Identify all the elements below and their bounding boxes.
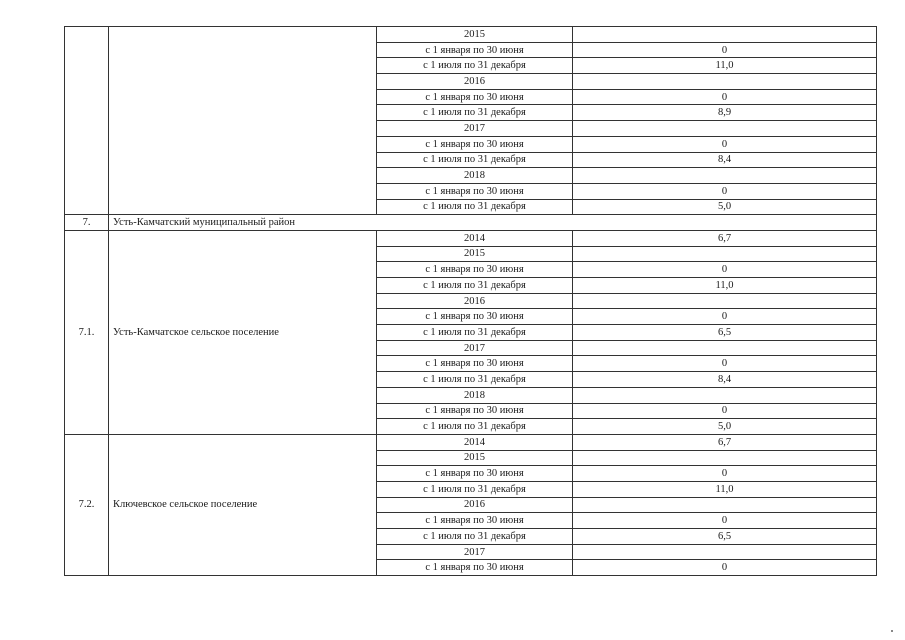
year-cell: 2014 (377, 230, 573, 246)
tariff-table (64, 26, 877, 576)
value-cell: 0 (573, 309, 877, 325)
value-cell (573, 27, 877, 43)
district-row (65, 215, 877, 231)
year-cell: 2016 (377, 497, 573, 513)
scan-artifact (891, 630, 893, 632)
year-cell: 2018 (377, 387, 573, 403)
row-number-cell (65, 27, 109, 215)
value-cell: 11,0 (573, 481, 877, 497)
value-cell (573, 450, 877, 466)
value-cell: 11,0 (573, 58, 877, 74)
year-cell: 2015 (377, 450, 573, 466)
period-cell: с 1 июля по 31 декабря (377, 199, 573, 215)
value-cell: 8,4 (573, 152, 877, 168)
period-cell: с 1 июля по 31 декабря (377, 278, 573, 294)
value-cell (573, 497, 877, 513)
value-cell: 0 (573, 42, 877, 58)
settlement-name-cell (109, 27, 377, 215)
period-cell: с 1 января по 30 июня (377, 560, 573, 576)
district-name: Усть-Камчатский муниципальный район (109, 215, 877, 231)
value-cell (573, 544, 877, 560)
value-cell: 0 (573, 136, 877, 152)
value-cell (573, 121, 877, 137)
period-cell: с 1 июля по 31 декабря (377, 152, 573, 168)
value-cell: 0 (573, 560, 877, 576)
value-cell: 5,0 (573, 199, 877, 215)
year-cell: 2016 (377, 74, 573, 90)
period-cell: с 1 января по 30 июня (377, 183, 573, 199)
period-cell: с 1 июля по 31 декабря (377, 372, 573, 388)
year-cell: 2018 (377, 168, 573, 184)
year-cell: 2015 (377, 27, 573, 43)
year-cell: 2014 (377, 434, 573, 450)
period-cell: с 1 января по 30 июня (377, 403, 573, 419)
settlement-name-cell: Усть-Камчатское сельское поселение (109, 230, 377, 434)
value-cell: 6,5 (573, 529, 877, 545)
value-cell: 0 (573, 89, 877, 105)
value-cell: 11,0 (573, 278, 877, 294)
value-cell (573, 340, 877, 356)
table-row (65, 434, 877, 450)
year-cell: 2017 (377, 121, 573, 137)
period-cell: с 1 января по 30 июня (377, 136, 573, 152)
period-cell: с 1 июля по 31 декабря (377, 419, 573, 435)
value-cell (573, 387, 877, 403)
value-cell: 0 (573, 183, 877, 199)
value-cell: 0 (573, 356, 877, 372)
period-cell: с 1 июля по 31 декабря (377, 529, 573, 545)
row-number-cell: 7.2. (65, 434, 109, 575)
value-cell: 0 (573, 262, 877, 278)
period-cell: с 1 июля по 31 декабря (377, 58, 573, 74)
year-cell: 2017 (377, 340, 573, 356)
value-cell: 6,7 (573, 434, 877, 450)
value-cell: 8,4 (573, 372, 877, 388)
year-cell: 2015 (377, 246, 573, 262)
period-cell: с 1 января по 30 июня (377, 466, 573, 482)
value-cell: 0 (573, 403, 877, 419)
value-cell: 0 (573, 513, 877, 529)
value-cell: 6,7 (573, 230, 877, 246)
value-cell (573, 168, 877, 184)
period-cell: с 1 января по 30 июня (377, 309, 573, 325)
value-cell: 6,5 (573, 325, 877, 341)
settlement-name-cell: Ключевское сельское поселение (109, 434, 377, 575)
year-cell: 2016 (377, 293, 573, 309)
value-cell (573, 74, 877, 90)
year-cell: 2017 (377, 544, 573, 560)
period-cell: с 1 января по 30 июня (377, 356, 573, 372)
value-cell: 8,9 (573, 105, 877, 121)
period-cell: с 1 января по 30 июня (377, 262, 573, 278)
row-number-cell: 7.1. (65, 230, 109, 434)
table-row (65, 230, 877, 246)
value-cell: 5,0 (573, 419, 877, 435)
district-number: 7. (65, 215, 109, 231)
value-cell: 0 (573, 466, 877, 482)
period-cell: с 1 июля по 31 декабря (377, 481, 573, 497)
period-cell: с 1 января по 30 июня (377, 89, 573, 105)
value-cell (573, 246, 877, 262)
period-cell: с 1 июля по 31 декабря (377, 105, 573, 121)
period-cell: с 1 июля по 31 декабря (377, 325, 573, 341)
period-cell: с 1 января по 30 июня (377, 513, 573, 529)
table-row (65, 27, 877, 43)
period-cell: с 1 января по 30 июня (377, 42, 573, 58)
value-cell (573, 293, 877, 309)
